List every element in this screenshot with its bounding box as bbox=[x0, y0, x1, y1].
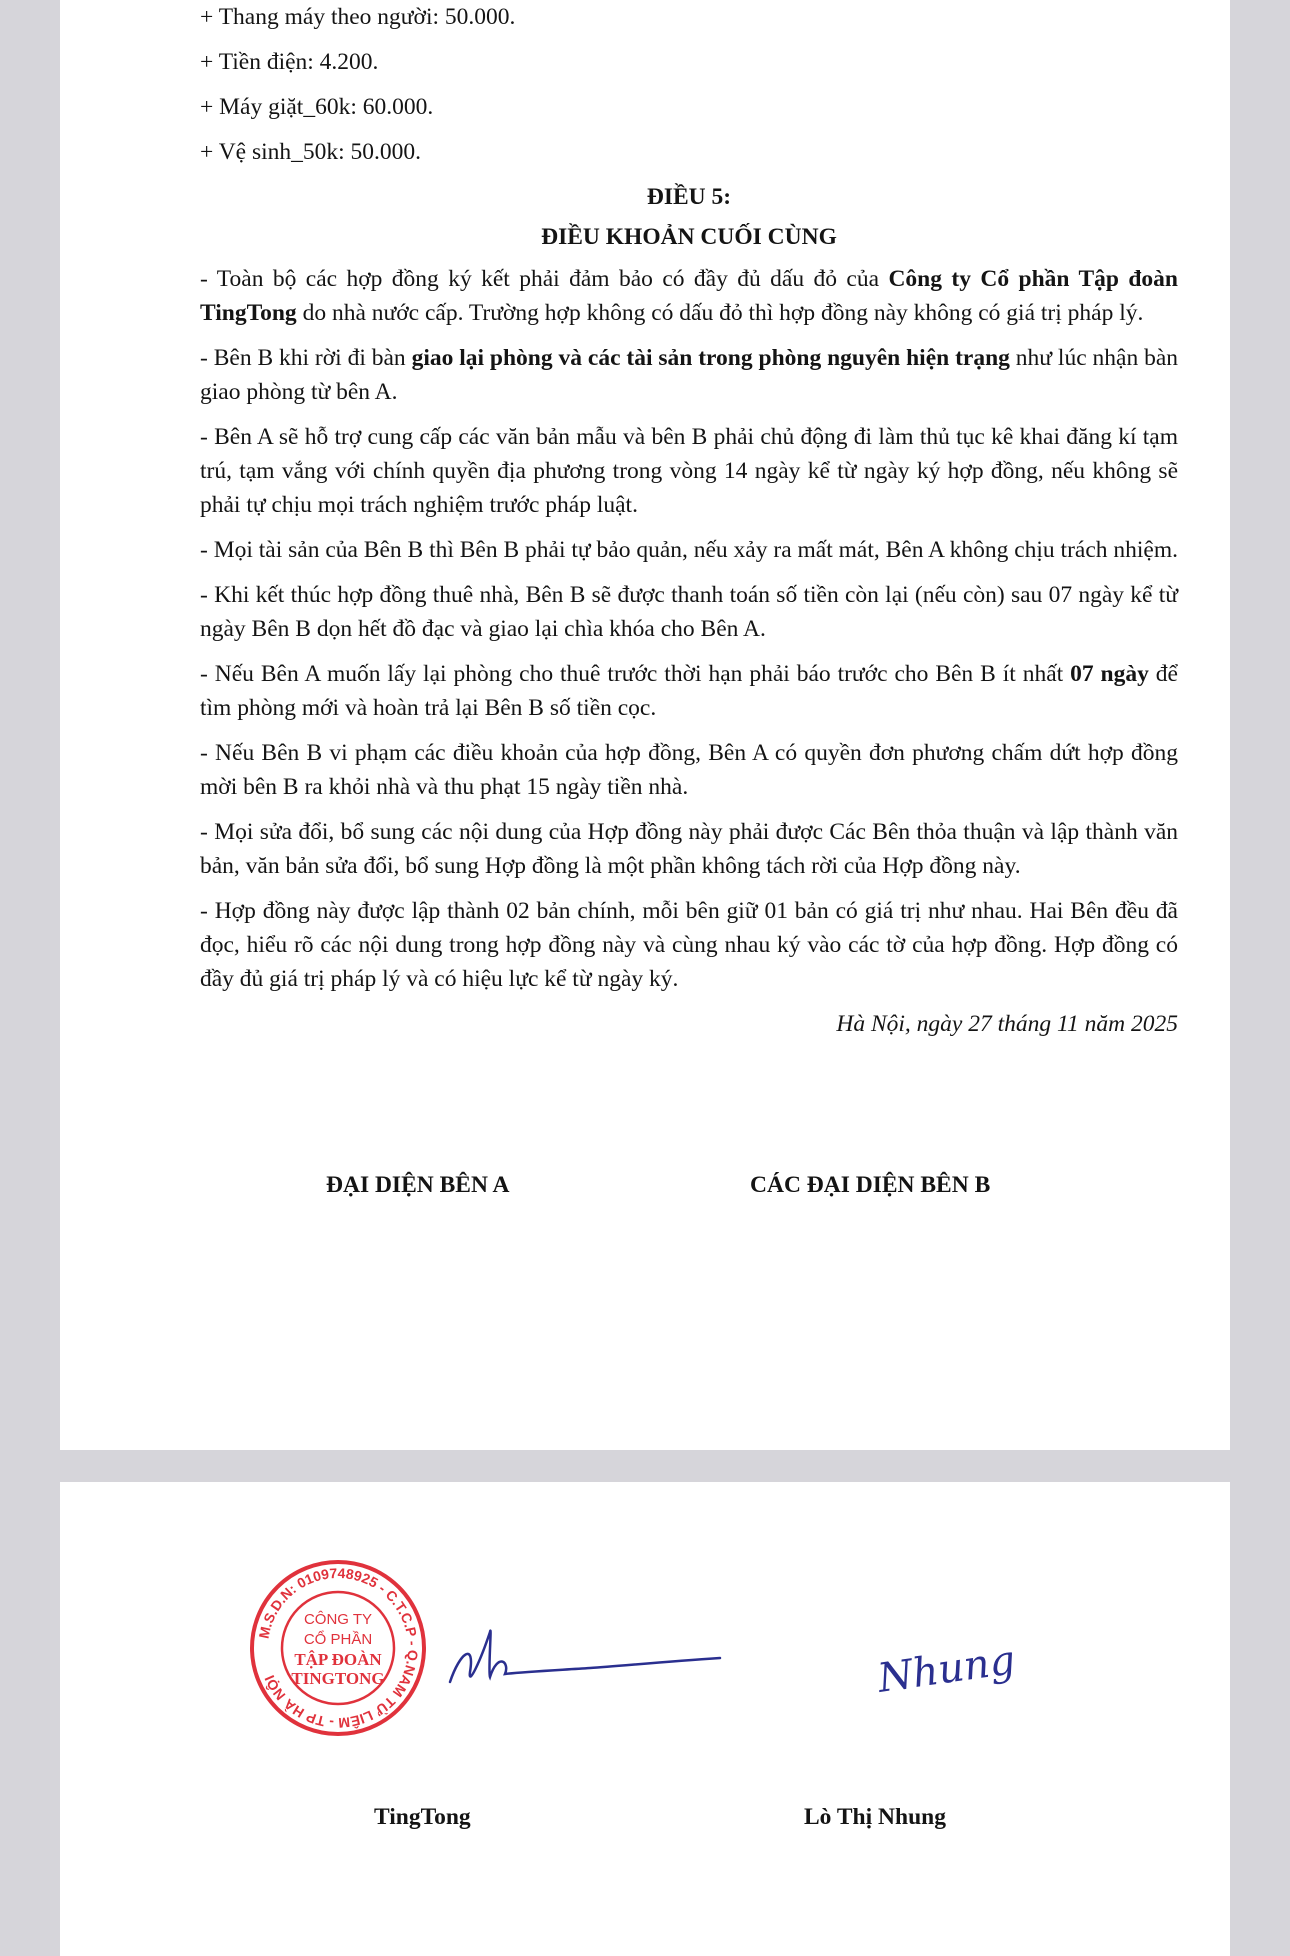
signature-b-icon bbox=[820, 1632, 1018, 1732]
fee-item: + Vệ sinh_50k: 50.000. bbox=[200, 139, 422, 165]
clause-paragraph bbox=[200, 341, 1178, 409]
signature-a-icon bbox=[420, 1612, 720, 1712]
company-seal-icon bbox=[248, 1558, 428, 1738]
seal-line: CÔNG TY bbox=[303, 1611, 373, 1628]
page-1-content bbox=[200, 0, 1178, 1041]
fee-item: + Tiền điện: 4.200. bbox=[200, 49, 379, 75]
clause-text: như lúc nhận bàn giao phòng từ bên A. bbox=[200, 345, 1179, 405]
seal-line: CỔ PHẦN bbox=[303, 1631, 373, 1648]
clause-text: để tìm phòng mới và hoàn trả lại Bên B số tiền cọc. bbox=[200, 661, 1178, 721]
contract-page-2 bbox=[60, 1482, 1230, 1956]
party-a-name: TingTong bbox=[374, 1804, 471, 1830]
article-number: ĐIỀU 5: bbox=[646, 184, 732, 210]
clause-text: - Bên B khi rời đi bàn bbox=[200, 345, 412, 371]
clause-paragraph bbox=[200, 657, 1178, 725]
article-title: ĐIỀU KHOẢN CUỐI CÙNG bbox=[541, 224, 837, 250]
clause-paragraph: - Mọi tài sản của Bên B thì Bên B phải tự bảo quản, nếu xảy ra mất mát, Bên A không chịu trách nhiệm. bbox=[200, 537, 1178, 563]
party-b-name: Lò Thị Nhung bbox=[804, 1804, 946, 1830]
contract-page-1 bbox=[60, 0, 1230, 1450]
clause-text: - Toàn bộ các hợp đồng ký kết phải đảm bảo có đầy đủ dấu đỏ của bbox=[200, 266, 889, 292]
svg-text:M.S.D.N: 0109748925 - C.T.C.P bbox=[256, 1565, 422, 1731]
clause-paragraph: - Khi kết thúc hợp đồng thuê nhà, Bên B sẽ được thanh toán số tiền còn lại (nếu còn) sau 07 ngày kể từ ngày Bên B dọn hết đồ đạc và giao lại chìa khóa cho Bên A. bbox=[200, 582, 1178, 642]
seal-line: TẬP ĐOÀN bbox=[294, 1650, 382, 1669]
signature-b-text: Nhung bbox=[874, 1637, 1018, 1702]
clause-paragraph: - Mọi sửa đổi, bổ sung các nội dung của Hợp đồng này phải được Các Bên thỏa thuận và lập thành văn bản, văn bản sửa đổi, bổ sung Hợp đồng là một phần không tách rời của Hợp đồng này. bbox=[200, 819, 1178, 879]
signing-date: Hà Nội, ngày 27 tháng 11 năm 2025 bbox=[836, 1011, 1178, 1037]
company-name-bold: Công ty Cổ phần Tập đoàn TingTong bbox=[200, 266, 1178, 326]
seal-ring-text: M.S.D.N: 0109748925 - C.T.C.P - Q.NAM TỪ LIÊM - TP HÀ NỘI bbox=[255, 1564, 422, 1732]
fee-item: + Thang máy theo người: 50.000. bbox=[200, 4, 516, 30]
fee-item: + Máy giặt_60k: 60.000. bbox=[200, 94, 434, 120]
clause-bold-text: 07 ngày bbox=[1070, 661, 1149, 687]
clause-paragraph bbox=[200, 262, 1178, 330]
clause-bold-text: giao lại phòng và các tài sản trong phòng nguyên hiện trạng bbox=[411, 345, 1010, 371]
party-b-title: CÁC ĐẠI DIỆN BÊN B bbox=[750, 1172, 991, 1198]
clause-text: - Nếu Bên A muốn lấy lại phòng cho thuê trước thời hạn phải báo trước cho Bên B ít nhất bbox=[200, 661, 1071, 687]
clause-paragraph: - Hợp đồng này được lập thành 02 bản chính, mỗi bên giữ 01 bản có giá trị như nhau. Hai Bên đều đã đọc, hiểu rõ các nội dung trong hợp đồng này và cùng nhau ký vào các tờ của hợp đồng. Hợp đồng có đầy đủ giá trị pháp lý và có hiệu lực kể từ ngày ký. bbox=[200, 898, 1178, 992]
clause-text: do nhà nước cấp. Trường hợp không có dấu đỏ thì hợp đồng này không có giá trị pháp lý. bbox=[296, 300, 1144, 326]
seal-line: TINGTONG bbox=[291, 1669, 385, 1688]
clause-paragraph: - Nếu Bên B vi phạm các điều khoản của hợp đồng, Bên A có quyền đơn phương chấm dứt hợp đồng mời bên B ra khỏi nhà và thu phạt 15 ngày tiền nhà. bbox=[200, 740, 1178, 800]
party-a-title: ĐẠI DIỆN BÊN A bbox=[326, 1172, 510, 1198]
clause-paragraph: - Bên A sẽ hỗ trợ cung cấp các văn bản mẫu và bên B phải chủ động đi làm thủ tục kê khai đăng kí tạm trú, tạm vắng với chính quyền địa phương trong vòng 14 ngày kể từ ngày ký hợp đồng, nếu không sẽ phải tự chịu mọi trách nghiệm trước pháp luật. bbox=[200, 424, 1178, 518]
